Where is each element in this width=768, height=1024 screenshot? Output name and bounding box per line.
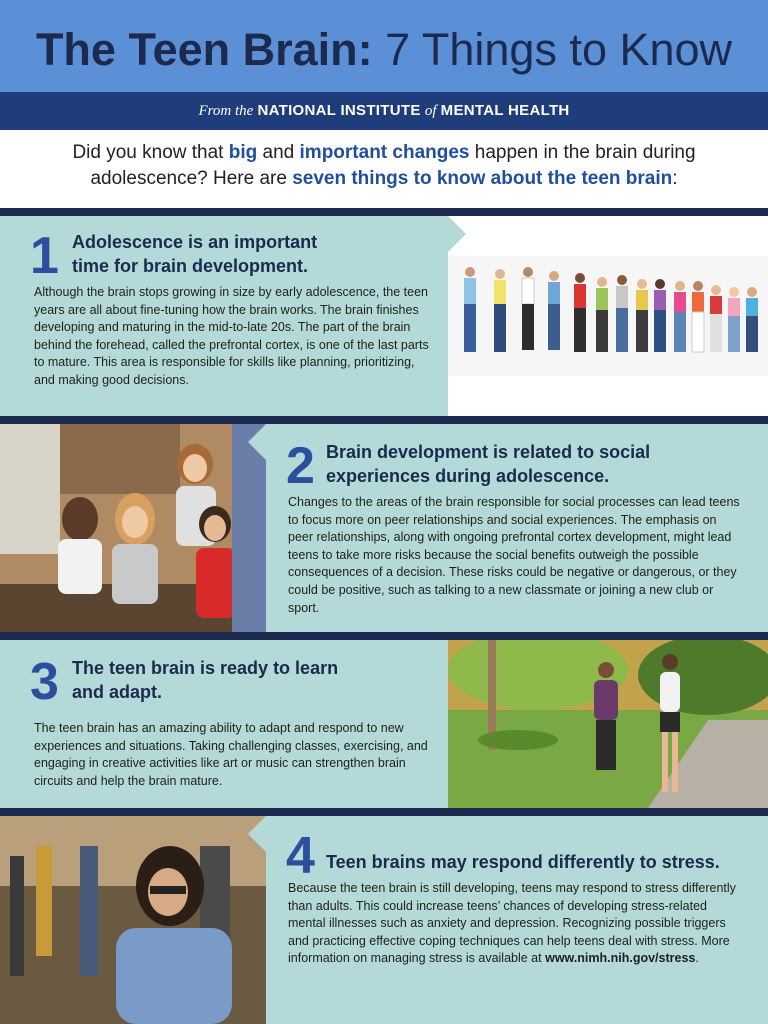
intro-text: and	[257, 142, 300, 163]
source-banner	[0, 92, 768, 130]
intro-paragraph	[20, 140, 748, 192]
title-light: 7 Things to Know	[385, 24, 733, 75]
section-2-heading: Brain development is related to social experiences during adolescence.	[326, 442, 651, 486]
intro-highlight: big	[228, 142, 258, 163]
section-4-number: 4	[286, 827, 315, 885]
teens-phone-photo	[0, 424, 266, 632]
intro-highlight: seven things to know about the teen brain	[292, 168, 673, 189]
section-4-body	[288, 880, 740, 968]
section-4-body-end: .	[695, 951, 699, 966]
section-4-arrow	[246, 816, 266, 856]
section-4-body-text: Because the teen brain is still developing, teens may respond to stress differently than adults. This could increase teens’ chances of developing stress-related mental illnesses such as anxiety and depression. Recognizing possible triggers and practicing effective coping techniques can help teens deal with stress. More information on managing stress is available at	[288, 881, 736, 966]
title-banner	[0, 0, 768, 92]
page-title	[0, 24, 768, 76]
section-3-heading: The teen brain is ready to learn and adapt.	[72, 658, 339, 702]
source-org-2: MENTAL HEALTH	[440, 102, 570, 119]
section-4-heading: Teen brains may respond differently to stress.	[326, 852, 720, 872]
teen-group-photo	[448, 256, 768, 416]
intro-highlight: important changes	[299, 142, 470, 163]
source-of: of	[424, 103, 437, 119]
section-1-arrow	[448, 216, 468, 256]
section-divider	[0, 808, 768, 816]
section-divider	[0, 416, 768, 424]
section-divider	[0, 632, 768, 640]
section-2-body: Changes to the areas of the brain responsible for social processes can lead teens to focus more on peer relationships and social experiences. The emphasis on peer relationships, along with ongoing prefrontal cortex development, might lead teens to take more risks because the social benefits outweigh the possible consequences of a decision. These risks could be negative or dangerous, or they could be positive, such as talking to a new classmate or joining a new club or sport.	[288, 495, 740, 615]
section-1-body: Although the brain stops growing in size by early adolescence, the teen years are all about fine-tuning how the brain works. The brain finishes developing and maturing in the mid-to-late 20s. The part of the brain behind the forehead, called the prefrontal cortex, is one of the last parts to mature. This area is responsible for skills like planning, prioritizing, and making good decisions.	[34, 285, 429, 387]
section-1-number: 1	[30, 227, 59, 285]
intro-text: :	[672, 168, 678, 189]
section-3-number: 3	[30, 653, 59, 711]
intro-text: happen in the brain during adolescence? Here are	[90, 142, 696, 189]
stressed-teen-photo	[0, 816, 266, 1024]
section-3-body: The teen brain has an amazing ability to adapt and respond to new experiences and situations. Taking challenging classes, exercising, and engaging in creative activities like art or music can strengthen brain circuits and help the brain mature.	[34, 721, 428, 788]
section-divider	[0, 208, 768, 216]
section-1-heading: Adolescence is an important time for brain development.	[72, 232, 318, 276]
section-2-number: 2	[286, 437, 315, 495]
stress-link[interactable]: www.nimh.nih.gov/stress	[545, 951, 696, 966]
section-2-arrow	[246, 424, 266, 464]
source-from: From the	[198, 103, 254, 119]
intro-text: Did you know that	[72, 142, 229, 163]
source-org-1: NATIONAL INSTITUTE	[257, 102, 421, 119]
title-bold: The Teen Brain:	[35, 24, 373, 75]
walking-park-photo	[448, 640, 768, 808]
